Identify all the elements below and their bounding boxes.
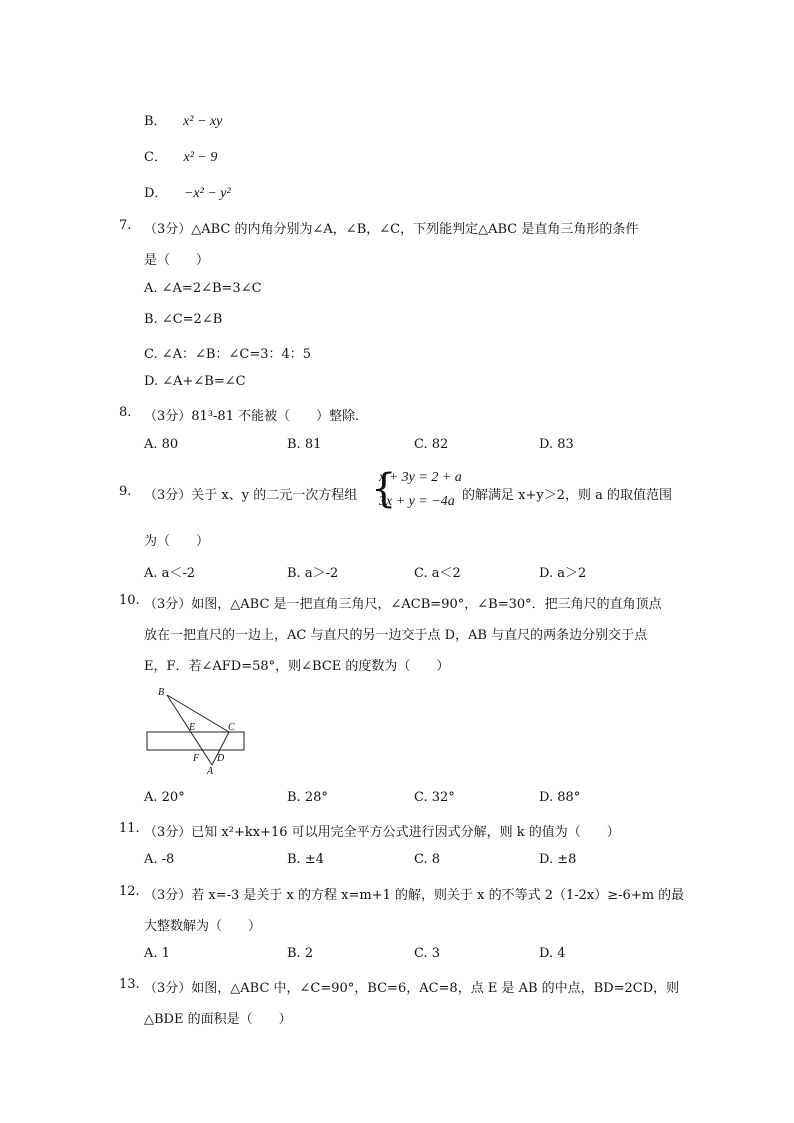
question-8-option-d: D. 83 <box>539 437 574 452</box>
ruler-rect <box>147 732 244 750</box>
question-8-number: 8. <box>119 405 132 420</box>
label-a: A <box>207 766 214 777</box>
equation-1: x + 3y = 2 + a <box>379 470 462 485</box>
question-7-option-d: D. ∠A+∠B=∠C <box>144 374 246 389</box>
option-c-expression: x² − 9 <box>183 150 218 165</box>
question-11-option-a: A. -8 <box>144 852 175 867</box>
question-7-option-a: A. ∠A=2∠B=3∠C <box>144 281 262 296</box>
question-10-text-cont2: E，F．若∠AFD=58°，则∠BCE 的度数为（ ） <box>144 659 450 674</box>
question-9-option-c: C. a＜2 <box>414 566 461 581</box>
option-b-q6: B． x² − xy <box>144 114 223 129</box>
question-11-option-c: C. 8 <box>414 852 441 867</box>
question-9-option-d: D. a＞2 <box>539 566 587 581</box>
question-10-text-cont: 放在一把直尺的一边上，AC 与直尺的另一边交于点 D，AB 与直尺的两条边分别交于点 <box>144 628 648 643</box>
equation-2: 3x + y = −4a <box>379 494 455 509</box>
question-10-option-b: B. 28° <box>287 790 328 805</box>
question-12-text: （3分）若 x=-3 是关于 x 的方程 x=m+1 的解，则关于 x 的不等式 2（1-2x）≥-6+m 的最 <box>144 888 685 903</box>
question-12-option-b: B. 2 <box>287 946 314 961</box>
question-12-text-cont: 大整数解为（ ） <box>144 919 262 934</box>
question-8-option-c: C. 82 <box>414 437 449 452</box>
question-11-text: （3分）已知 x²+kx+16 可以用完全平方公式进行因式分解，则 k 的值为（ ） <box>144 825 620 840</box>
question-11-option-d: D. ±8 <box>539 852 577 867</box>
question-13-number: 13. <box>119 977 140 992</box>
question-9-option-a: A. a＜-2 <box>144 566 196 581</box>
question-9-number: 9. <box>119 484 132 499</box>
option-b-expression: x² − xy <box>183 114 223 129</box>
option-d-expression: −x² − y² <box>183 186 231 201</box>
label-c: C <box>228 722 235 733</box>
question-12-option-a: A. 1 <box>144 946 170 961</box>
question-7-text-cont: 是（ ） <box>144 253 210 268</box>
option-c-q6: C． x² − 9 <box>144 150 218 165</box>
question-12-number: 12. <box>119 884 140 899</box>
question-10-number: 10. <box>119 593 140 608</box>
question-7-option-b: B. ∠C=2∠B <box>144 312 223 327</box>
question-11-option-b: B. ±4 <box>287 852 324 867</box>
question-7-number: 7. <box>119 218 132 233</box>
ruler-triangle-figure <box>145 685 250 777</box>
question-10-option-a: A. 20° <box>144 790 185 805</box>
question-10-option-c: C. 32° <box>414 790 455 805</box>
equation-system <box>371 468 466 514</box>
question-9-text-cont: 为（ ） <box>144 534 210 549</box>
question-12-option-d: D. 4 <box>539 946 566 961</box>
question-9-option-b: B. a＞-2 <box>287 566 339 581</box>
label-b: B <box>158 687 165 698</box>
left-brace: { <box>371 466 397 512</box>
question-8-option-b: B. 81 <box>287 437 322 452</box>
question-10-option-d: D. 88° <box>539 790 581 805</box>
option-d-q6: D． −x² − y² <box>144 186 231 201</box>
label-d: D <box>217 753 225 764</box>
question-8-option-a: A. 80 <box>144 437 179 452</box>
question-9-text-after: 的解满足 x+y＞2，则 a 的取值范围 <box>462 488 672 503</box>
question-10-text: （3分）如图，△ABC 是一把直角三角尺，∠ACB=90°，∠B=30°．把三角尺的直角顶点 <box>144 597 662 612</box>
question-13-text: （3分）如图，△ABC 中，∠C=90°，BC=6，AC=8，点 E 是 AB 的中点，BD=2CD，则 <box>144 981 680 996</box>
question-9-text: （3分）关于 x、y 的二元一次方程组 <box>144 488 358 503</box>
question-7-text: （3分）△ABC 的内角分别为∠A，∠B，∠C，下列能判定△ABC 是直角三角形的条件 <box>144 222 639 237</box>
question-13-text-cont: △BDE 的面积是（ ） <box>144 1012 292 1027</box>
label-f: F <box>193 753 200 764</box>
question-8-text: （3分）81³-81 不能被（ ）整除． <box>144 409 369 424</box>
question-12-option-c: C. 3 <box>414 946 441 961</box>
question-7-option-c: C. ∠A：∠B：∠C=3：4：5 <box>144 347 312 362</box>
question-11-number: 11. <box>119 821 140 836</box>
label-e: E <box>189 722 196 733</box>
segment-bc <box>167 695 229 732</box>
